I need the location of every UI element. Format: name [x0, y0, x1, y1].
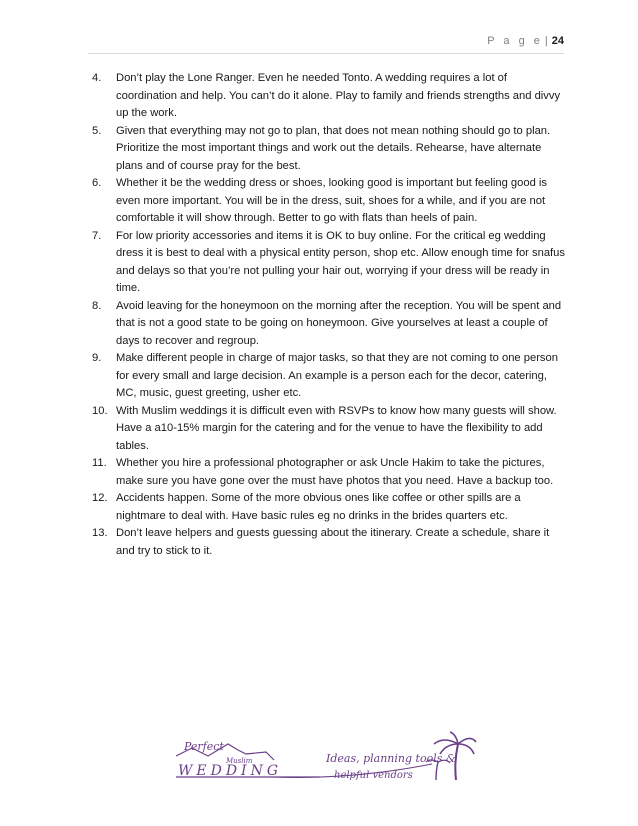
list-item [92, 490, 570, 525]
logo-word-perfect: Perfect [184, 740, 224, 753]
item-number: 5. [92, 124, 102, 137]
logo-word-muslim: Muslim [226, 757, 253, 765]
page-header [487, 35, 564, 47]
page-number: 24 [551, 35, 564, 47]
item-number: 6. [92, 177, 102, 189]
item-number: 12. [92, 492, 108, 504]
item-text: Given that everything may not go to plan, that does not mean nothing should go to plan. Prioritize the most important things and work out the details. Rehearse, have alternate plans and of course pray for the best. [116, 124, 551, 172]
list-item [92, 298, 570, 351]
list-item [92, 175, 570, 228]
item-text: Avoid leaving for the honeymoon on the morning after the reception. You will be spent and that is not a good state to be going on honeymoon. Give yourselves at least a couple of days to recover and regroup. [116, 299, 562, 347]
item-number: 8. [92, 299, 102, 312]
list-item [92, 123, 570, 176]
tagline-line-2: helpful vendors [334, 770, 413, 781]
list-item [92, 228, 570, 298]
page-label: P a g e [487, 35, 543, 47]
item-text: Don’t leave helpers and guests guessing about the itinerary. Create a schedule, share it and try to stick to it. [116, 527, 550, 557]
tips-list [92, 70, 570, 560]
logo-word-wedding: WEDDING [178, 763, 283, 779]
list-item [92, 525, 570, 560]
header-rule [88, 53, 564, 54]
item-text: Whether it be the wedding dress or shoes, looking good is important but feeling good is even more important. You will be in the dress, suit, shoes for a while, and if you are not comfortable it will show through. Better to go with flats than heels of pain. [116, 177, 547, 224]
list-item [92, 70, 570, 123]
item-number: 10. [92, 404, 108, 417]
item-number: 4. [92, 72, 102, 84]
item-number: 11. [92, 457, 107, 469]
page-separator: | [544, 35, 548, 47]
logo-graphic [170, 730, 480, 790]
item-text: Accidents happen. Some of the more obvious ones like coffee or other spills are a nightmare to deal with. Have basic rules eg no drinks in the brides quarters etc. [116, 492, 521, 522]
item-text: Don’t play the Lone Ranger. Even he needed Tonto. A wedding requires a lot of coordination and help. You can’t do it alone. Play to family and friends strengths and divvy up the work. [116, 72, 561, 119]
item-text: With Muslim weddings it is difficult even with RSVPs to know how many guests will show. Have a a10-15% margin for the catering and for the venue to have the flexibility to add tables. [116, 404, 557, 452]
item-number: 9. [92, 352, 102, 364]
item-text: Make different people in charge of major tasks, so that they are not coming to one person for every small and large decision. An example is a person each for the decor, catering, MC, music, guest greeting, usher etc. [116, 352, 558, 399]
footer-logo [170, 730, 480, 790]
list-item [92, 403, 570, 456]
list-item [92, 350, 570, 403]
item-number: 7. [92, 229, 102, 242]
tagline-line-1: Ideas, planning tools & [326, 752, 456, 765]
item-text: For low priority accessories and items it is OK to buy online. For the critical eg wedding dress it is best to deal with a physical entity person, shop etc. Allow enough time for snafus and delays so that you’re not pulling your hair out, worrying if your dress will be ready in time. [116, 229, 565, 294]
item-number: 13. [92, 527, 108, 539]
item-text: Whether you hire a professional photographer or ask Uncle Hakim to take the pictures, make sure you have gone over the must have photos that you need. Have a backup too. [116, 457, 554, 487]
list-item [92, 455, 570, 490]
